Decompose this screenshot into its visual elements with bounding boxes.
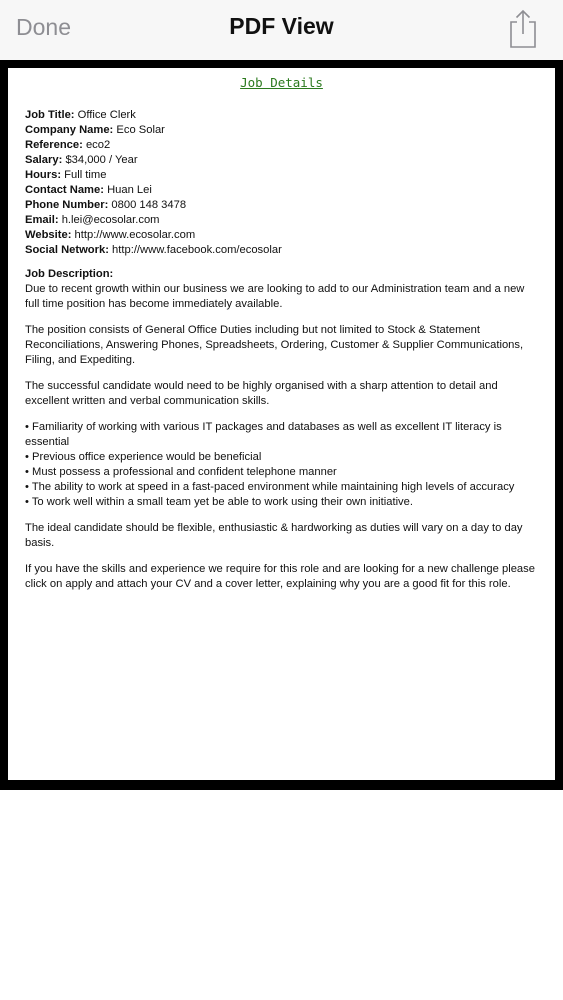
pdf-page — [8, 68, 555, 780]
pdf-viewer[interactable] — [0, 60, 563, 790]
job-fields — [25, 108, 541, 258]
job-description-label: Job Description: — [25, 268, 114, 280]
requirements-list — [25, 420, 541, 510]
field-phone-number: Phone Number: 0800 148 3478 — [25, 199, 187, 211]
field-contact-name: Contact Name: Huan Lei — [25, 184, 152, 196]
field-reference: Reference: eco2 — [25, 139, 111, 151]
description-paragraph: The position consists of General Office Duties including but not limited to Stock & Statement Reconciliations, Answering Phones, Spreadsheets, Ordering, Customer & Supplier Communications, Filing, and Expediting. — [25, 324, 524, 366]
field-salary: Salary: $34,000 / Year — [25, 154, 138, 166]
description-paragraph: The successful candidate would need to be highly organised with a sharp attention to detail and excellent written and verbal communication skills. — [25, 380, 498, 407]
list-item: • Previous office experience would be beneficial — [25, 451, 262, 463]
list-item: • Must possess a professional and confident telephone manner — [25, 466, 337, 478]
field-website: Website: http://www.ecosolar.com — [25, 229, 196, 241]
field-company-name: Company Name: Eco Solar — [25, 124, 165, 136]
closing-paragraph: If you have the skills and experience we require for this role and are looking for a new challenge please click on apply and attach your CV and a cover letter, explaining why you are a good fit for this role. — [25, 563, 535, 590]
list-item: • Familiarity of working with various IT packages and databases as well as excellent IT literacy is essential — [25, 421, 502, 448]
field-email: Email: h.lei@ecosolar.com — [25, 214, 160, 226]
done-button[interactable]: Done — [16, 14, 71, 40]
document-heading: Job Details — [240, 75, 323, 90]
page-title: PDF View — [229, 13, 334, 39]
field-job-title: Job Title: Office Clerk — [25, 109, 136, 121]
list-item: • The ability to work at speed in a fast-paced environment while maintaining high levels of accuracy — [25, 481, 515, 493]
field-social-network: Social Network: http://www.facebook.com/ecosolar — [25, 244, 282, 256]
list-item: • To work well within a small team yet be able to work using their own initiative. — [25, 496, 413, 508]
document-body — [25, 108, 541, 603]
share-icon[interactable] — [507, 8, 539, 50]
field-hours: Hours: Full time — [25, 169, 107, 181]
navigation-bar — [0, 0, 563, 60]
closing-paragraph: The ideal candidate should be flexible, enthusiastic & hardworking as duties will vary on a day to day basis. — [25, 522, 523, 549]
description-paragraph: Due to recent growth within our business we are looking to add to our Administration team and a new full time position has become immediately available. — [25, 283, 525, 310]
